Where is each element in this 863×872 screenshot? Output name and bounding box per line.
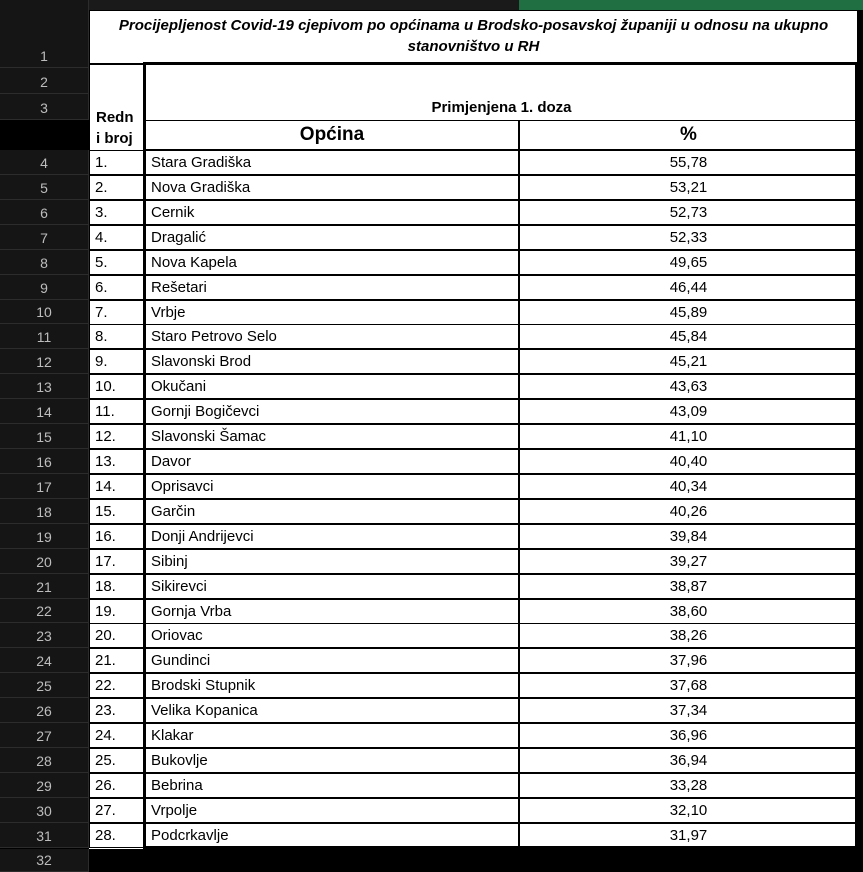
rank-cell-value: 17. [95, 552, 116, 570]
municipality-cell-value: Sibinj [151, 552, 188, 570]
row-header[interactable] [0, 623, 89, 648]
rank-cell[interactable] [89, 225, 145, 250]
municipality-cell-value: Slavonski Brod [151, 353, 252, 371]
rank-cell[interactable] [89, 300, 145, 325]
row-header-label: 26 [36, 703, 52, 720]
rank-cell[interactable] [89, 773, 145, 798]
redni-line-1: Redn [96, 109, 134, 126]
column-selection-indicator [519, 0, 863, 10]
rank-cell-value: 18. [95, 577, 116, 595]
percent-cell[interactable] [519, 175, 858, 200]
municipality-cell-value: Gundinci [151, 652, 211, 670]
percent-cell[interactable] [519, 424, 858, 449]
row-header[interactable] [0, 648, 89, 673]
rank-cell-value: 8. [95, 328, 108, 346]
municipality-cell-value: Vrpolje [151, 801, 198, 819]
percent-cell-value: 31,97 [669, 826, 708, 844]
percent-cell[interactable] [519, 449, 858, 474]
row-header[interactable] [0, 798, 89, 823]
rank-cell-value: 14. [95, 477, 116, 495]
rank-cell[interactable] [89, 723, 145, 748]
percent-cell[interactable] [519, 374, 858, 399]
municipality-cell[interactable] [145, 748, 519, 773]
percent-cell[interactable] [519, 474, 858, 499]
row-header-label: 4 [40, 154, 48, 171]
percent-cell-value: 36,94 [669, 752, 708, 770]
municipality-cell[interactable] [145, 449, 519, 474]
row-header[interactable] [0, 94, 89, 120]
municipality-cell-value: Gornji Bogičevci [151, 403, 260, 421]
row-header-label: 11 [36, 329, 52, 346]
row-header-label: 13 [36, 379, 52, 396]
rank-cell[interactable] [89, 399, 145, 424]
municipality-cell[interactable] [145, 424, 519, 449]
row-header-label: 29 [36, 777, 52, 794]
below-sheet [89, 849, 863, 872]
percent-cell-value: 36,96 [669, 727, 708, 745]
municipality-cell[interactable] [145, 300, 519, 325]
municipality-cell[interactable] [145, 648, 519, 673]
row-header-label: 2 [40, 74, 48, 90]
municipality-cell[interactable] [145, 250, 519, 275]
row-header-label: 7 [40, 229, 48, 246]
percent-cell[interactable] [519, 250, 858, 275]
rank-cell-value: 7. [95, 303, 108, 321]
municipality-cell[interactable] [145, 349, 519, 374]
municipality-cell[interactable] [145, 798, 519, 823]
percent-cell[interactable] [519, 549, 858, 574]
rank-cell-value: 22. [95, 677, 116, 695]
rank-cell[interactable] [89, 673, 145, 698]
row-header[interactable] [0, 499, 89, 524]
row-header-label: 9 [40, 279, 48, 296]
rank-cell-value: 26. [95, 777, 116, 794]
rank-cell[interactable] [89, 748, 145, 773]
percent-cell-value: 37,68 [669, 677, 708, 695]
row-header-label: 18 [36, 503, 52, 520]
municipality-cell[interactable] [145, 225, 519, 250]
percent-cell[interactable] [519, 225, 858, 250]
percent-cell-value: 39,27 [669, 552, 708, 570]
row-header-label: 30 [36, 802, 52, 819]
row-header-label: 24 [36, 653, 52, 670]
percent-cell[interactable] [519, 673, 858, 698]
row-header[interactable] [0, 673, 89, 698]
row-header[interactable] [0, 474, 89, 499]
percent-cell[interactable] [519, 349, 858, 374]
municipality-cell-value: Dragalić [151, 228, 207, 246]
rank-cell-value: 13. [95, 453, 116, 471]
rank-cell[interactable] [89, 275, 145, 300]
percent-cell-value: 40,40 [669, 453, 708, 471]
rank-cell-value: 2. [95, 178, 108, 196]
percent-cell[interactable] [519, 150, 858, 175]
redni-broj-header[interactable] [89, 64, 145, 160]
row-header[interactable] [0, 549, 89, 574]
row-header-label: 22 [36, 603, 52, 620]
rank-cell[interactable] [89, 623, 145, 648]
percent-cell[interactable] [519, 773, 858, 798]
percent-cell[interactable] [519, 623, 858, 648]
row-header[interactable] [0, 698, 89, 723]
percent-cell-value: 38,26 [669, 627, 708, 645]
table-title[interactable] [89, 10, 858, 64]
percent-cell-value: 55,78 [669, 154, 708, 171]
municipality-cell-value: Nova Gradiška [151, 178, 251, 196]
percent-cell[interactable] [519, 399, 858, 424]
title-line-2: stanovništvo u RH [407, 38, 540, 55]
title-line-1: Procijepljenost Covid-19 cjepivom po općinama u Brodsko-posavskoj županiji u odnosu na ukupno [118, 17, 829, 34]
percent-cell-value: 52,33 [669, 228, 708, 246]
municipality-cell-value: Rešetari [151, 278, 207, 296]
municipality-cell[interactable] [145, 499, 519, 524]
percent-cell-value: 41,10 [669, 428, 708, 446]
percent-cell[interactable] [519, 499, 858, 524]
municipality-cell[interactable] [145, 324, 519, 349]
row-header-label: 25 [36, 678, 52, 695]
municipality-cell-value: Gornja Vrba [151, 602, 232, 620]
rank-cell-value: 20. [95, 627, 116, 645]
percent-cell-value: 33,28 [669, 777, 708, 794]
rank-cell[interactable] [89, 175, 145, 200]
municipality-cell-value: Stara Gradiška [151, 154, 252, 171]
dose-header[interactable] [145, 64, 858, 120]
municipality-cell-value: Okučani [151, 378, 207, 396]
percent-cell-value: 37,96 [669, 652, 708, 670]
municipality-cell-value: Cernik [151, 203, 195, 221]
percent-cell-value: 38,60 [669, 602, 708, 620]
row-header-label: 21 [36, 578, 52, 595]
municipality-cell[interactable] [145, 673, 519, 698]
row-header-label: 1 [40, 48, 48, 64]
municipality-cell-value: Klakar [151, 727, 194, 745]
row-header[interactable] [0, 150, 89, 175]
rank-cell[interactable] [89, 549, 145, 574]
municipality-cell-value: Bebrina [151, 777, 203, 794]
row-header-label: 5 [40, 179, 48, 196]
percent-cell[interactable] [519, 798, 858, 823]
row-header-label: 15 [36, 429, 52, 446]
rank-cell[interactable] [89, 698, 145, 723]
row-header[interactable] [0, 68, 89, 94]
municipality-cell[interactable] [145, 623, 519, 648]
row-header[interactable] [0, 250, 89, 275]
row-header-label: 27 [36, 728, 52, 745]
percent-cell-value: 49,65 [669, 253, 708, 271]
municipality-cell-value: Slavonski Šamac [151, 428, 267, 446]
municipality-cell-value: Sikirevci [151, 577, 207, 595]
rank-cell[interactable] [89, 648, 145, 673]
municipality-cell[interactable] [145, 474, 519, 499]
rank-cell-value: 23. [95, 702, 116, 720]
row-header[interactable] [0, 723, 89, 748]
percent-cell-value: 40,26 [669, 502, 708, 520]
row-header[interactable] [0, 175, 89, 200]
municipality-cell-value: Brodski Stupnik [151, 677, 256, 695]
municipality-cell[interactable] [145, 773, 519, 798]
row-header[interactable] [0, 275, 89, 300]
percent-cell[interactable] [519, 324, 858, 349]
rank-cell-value: 3. [95, 203, 108, 221]
rank-cell-value: 28. [95, 826, 116, 844]
rank-cell-value: 10. [95, 378, 116, 396]
opcina-header-label: Općina [299, 124, 365, 145]
row-header[interactable] [0, 773, 89, 798]
row-header-label: 17 [36, 478, 52, 495]
municipality-cell-value: Bukovlje [151, 752, 208, 770]
percent-header-label: % [680, 124, 697, 145]
municipality-cell[interactable] [145, 200, 519, 225]
rank-cell[interactable] [89, 599, 145, 624]
rank-cell-value: 16. [95, 527, 116, 545]
row-header-label: 31 [36, 827, 52, 844]
rank-cell-value: 4. [95, 228, 108, 246]
rank-cell-value: 1. [95, 154, 108, 171]
municipality-cell-value: Podcrkavlje [151, 826, 229, 844]
percent-cell[interactable] [519, 574, 858, 599]
row-header[interactable] [0, 449, 89, 474]
row-header-label: 23 [36, 628, 52, 645]
municipality-cell-value: Nova Kapela [151, 253, 237, 271]
percent-cell-value: 38,87 [669, 577, 708, 595]
row-header-label: 6 [40, 204, 48, 221]
row-header[interactable] [0, 574, 89, 599]
row-header[interactable] [0, 599, 89, 624]
redni-line-2: i broj [96, 130, 133, 147]
rank-cell[interactable] [89, 200, 145, 225]
row-header[interactable] [0, 324, 89, 349]
percent-cell[interactable] [519, 200, 858, 225]
municipality-cell[interactable] [145, 175, 519, 200]
row-header-label: 10 [36, 304, 52, 321]
rank-cell[interactable] [89, 150, 145, 175]
municipality-cell[interactable] [145, 549, 519, 574]
municipality-cell[interactable] [145, 275, 519, 300]
row-header[interactable] [0, 0, 89, 68]
percent-cell[interactable] [519, 823, 858, 848]
rank-cell[interactable] [89, 798, 145, 823]
percent-cell-value: 43,63 [669, 378, 708, 396]
row-header[interactable] [0, 849, 89, 872]
row-header[interactable] [0, 524, 89, 549]
rank-cell[interactable] [89, 499, 145, 524]
percent-cell[interactable] [519, 648, 858, 673]
row-header-label: 8 [40, 254, 48, 271]
percent-cell-value: 46,44 [669, 278, 708, 296]
row-header[interactable] [0, 225, 89, 250]
rank-cell-value: 15. [95, 502, 116, 520]
rank-cell[interactable] [89, 524, 145, 549]
percent-cell[interactable] [519, 723, 858, 748]
rank-cell-value: 5. [95, 253, 108, 271]
percent-cell-value: 45,89 [669, 303, 708, 321]
rank-cell-value: 25. [95, 752, 116, 770]
rank-cell[interactable] [89, 324, 145, 349]
rank-cell-value: 27. [95, 801, 116, 819]
rank-cell[interactable] [89, 474, 145, 499]
rank-cell-value: 21. [95, 652, 116, 670]
rank-cell[interactable] [89, 574, 145, 599]
rank-cell[interactable] [89, 349, 145, 374]
percent-cell[interactable] [519, 524, 858, 549]
municipality-cell[interactable] [145, 150, 519, 175]
municipality-cell[interactable] [145, 599, 519, 624]
municipality-cell-value: Vrbje [151, 303, 186, 321]
rank-cell[interactable] [89, 449, 145, 474]
municipality-cell[interactable] [145, 524, 519, 549]
municipality-cell[interactable] [145, 574, 519, 599]
row-header-label: 14 [36, 404, 52, 421]
row-header[interactable] [0, 349, 89, 374]
rank-cell-value: 6. [95, 278, 108, 296]
row-header[interactable] [0, 399, 89, 424]
rank-cell[interactable] [89, 424, 145, 449]
municipality-cell[interactable] [145, 823, 519, 848]
municipality-cell[interactable] [145, 374, 519, 399]
row-header-label: 28 [36, 752, 52, 769]
percent-cell-value: 40,34 [669, 477, 708, 495]
percent-cell-value: 39,84 [669, 527, 708, 545]
row-header-label: 32 [36, 852, 52, 868]
row-header-label: 12 [36, 354, 52, 371]
spreadsheet-grid [89, 10, 858, 849]
rank-cell-value: 12. [95, 428, 116, 446]
row-header[interactable] [0, 200, 89, 225]
municipality-cell[interactable] [145, 723, 519, 748]
row-header[interactable] [0, 424, 89, 449]
row-header[interactable] [0, 748, 89, 773]
rank-cell[interactable] [89, 250, 145, 275]
row-header[interactable] [0, 374, 89, 399]
rank-cell-value: 19. [95, 602, 116, 620]
percent-header[interactable] [519, 120, 858, 150]
row-header-label: 16 [36, 453, 52, 470]
percent-cell[interactable] [519, 300, 858, 325]
municipality-cell-value: Velika Kopanica [151, 702, 258, 720]
municipality-cell-value: Staro Petrovo Selo [151, 328, 277, 346]
municipality-cell-value: Davor [151, 453, 192, 471]
percent-cell[interactable] [519, 698, 858, 723]
municipality-cell-value: Oriovac [151, 627, 203, 645]
percent-cell-value: 52,73 [669, 203, 708, 221]
municipality-cell-value: Oprisavci [151, 477, 214, 495]
percent-cell-value: 45,21 [669, 353, 708, 371]
row-header[interactable] [0, 300, 89, 325]
percent-cell-value: 32,10 [669, 801, 708, 819]
opcina-header[interactable] [145, 120, 519, 150]
row-header-label: 20 [36, 553, 52, 570]
row-header-label: 19 [36, 528, 52, 545]
rank-cell[interactable] [89, 374, 145, 399]
percent-cell[interactable] [519, 748, 858, 773]
municipality-cell-value: Garčin [151, 502, 196, 520]
percent-cell[interactable] [519, 599, 858, 624]
percent-cell[interactable] [519, 275, 858, 300]
municipality-cell[interactable] [145, 399, 519, 424]
row-header[interactable] [0, 823, 89, 848]
column-header-strip [89, 0, 863, 10]
municipality-cell-value: Donji Andrijevci [151, 527, 254, 545]
rank-cell-value: 11. [95, 403, 115, 421]
rank-cell-value: 24. [95, 727, 116, 745]
municipality-cell[interactable] [145, 698, 519, 723]
percent-cell-value: 37,34 [669, 702, 708, 720]
percent-cell-value: 53,21 [669, 178, 708, 196]
rank-cell-value: 9. [95, 353, 108, 371]
percent-cell-value: 43,09 [669, 403, 708, 421]
rank-cell[interactable] [89, 823, 145, 848]
row-header-label: 3 [40, 100, 48, 116]
percent-cell-value: 45,84 [669, 328, 708, 346]
dose-header-label: Primjenjena 1. doza [431, 99, 572, 116]
